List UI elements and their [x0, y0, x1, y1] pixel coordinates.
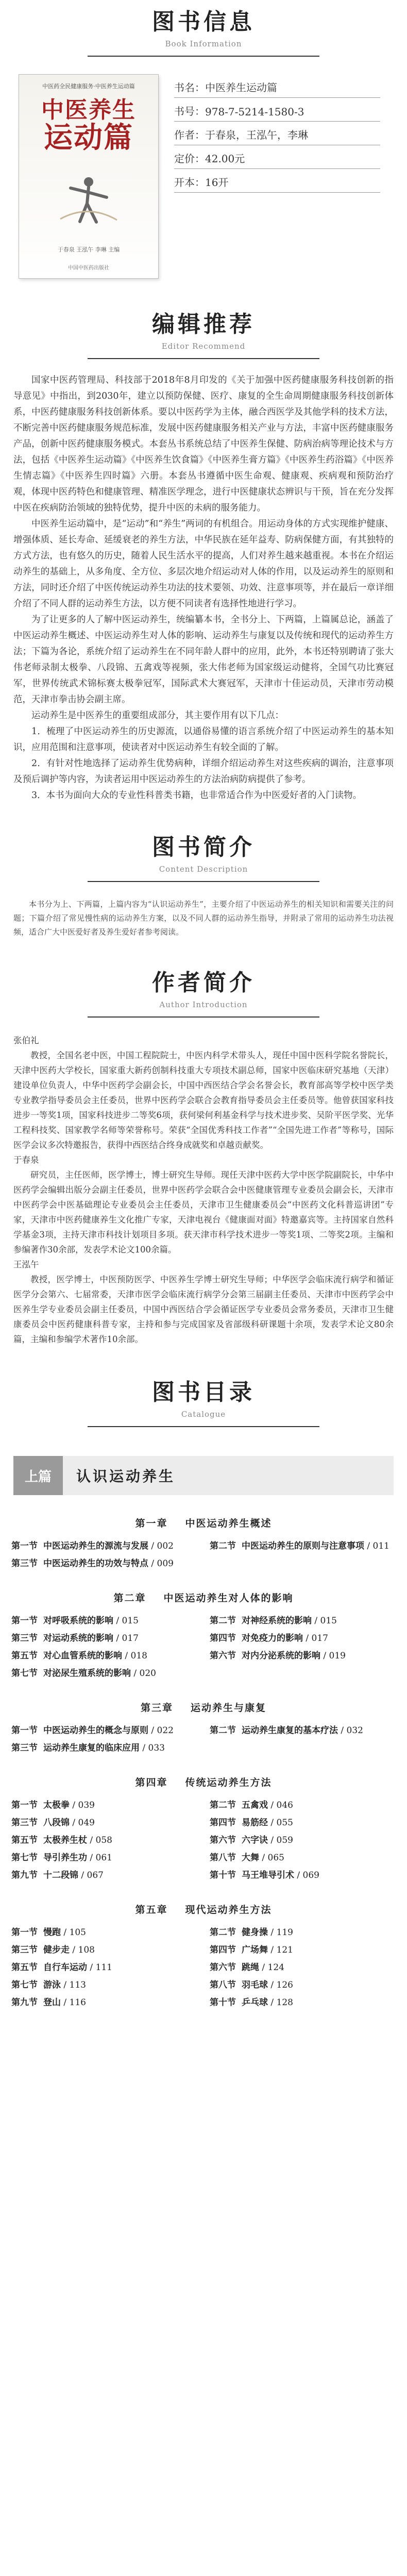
toc-separator: / — [148, 1541, 157, 1551]
toc-section-number: 第九节 — [11, 1997, 38, 2008]
cover-title-line1: 中医养生 — [41, 97, 136, 123]
toc-entry[interactable] — [11, 1834, 197, 1846]
toc-entry[interactable] — [11, 1852, 197, 1864]
toc-page-number: 055 — [276, 1818, 293, 1828]
cover-authors: 于春泉 王泓午 李琳 主编 — [57, 246, 120, 253]
toc-separator: / — [268, 1818, 277, 1828]
toc-separator: / — [320, 1651, 329, 1661]
toc-section-title — [43, 1869, 197, 1882]
toc-section-name: 广场舞 — [242, 1945, 268, 1955]
paragraph: 3．本书为面向大众的专业性科普类书籍，也非常适合作为中医爱好者的入门读物。 — [31, 790, 362, 801]
toc-entry[interactable] — [11, 1650, 197, 1662]
toc-section-number: 第十节 — [210, 1870, 236, 1880]
toc-separator: / — [61, 1980, 70, 1990]
toc-section-number: 第二节 — [210, 1800, 236, 1810]
authors-title: 作者简介 — [152, 970, 255, 996]
toc-section-title — [242, 1979, 396, 1991]
toc-section-title — [43, 1632, 197, 1645]
toc-section-title — [43, 1742, 197, 1754]
toc-page-number: 059 — [276, 1835, 293, 1845]
toc-section-number: 第三节 — [11, 1558, 38, 1569]
toc-page-number: 113 — [69, 1980, 86, 1990]
spec-value: 于春泉，王泓午，李琳 — [205, 129, 308, 141]
toc-separator: / — [364, 1541, 373, 1551]
toc-section-number: 第二节 — [210, 1927, 236, 1938]
toc-entry[interactable] — [11, 1540, 197, 1552]
toc-page-number: 126 — [276, 1980, 293, 1990]
toc-separator: / — [87, 1853, 96, 1863]
toc-separator: / — [268, 1945, 277, 1955]
book-info-title-en: Book Information — [165, 39, 242, 48]
toc-section-name: 登山 — [43, 1997, 61, 2008]
toc-entry[interactable] — [11, 1869, 197, 1882]
author-list — [13, 1033, 394, 1347]
chapter-number: 第三章 — [140, 1702, 173, 1714]
catalogue-title: 图书目录 — [152, 1379, 255, 1405]
intro-summary: 本书分为上、下两篇，上篇内容为“认识运动养生”，主要介绍了中医运动养生的相关知识和需要关注的问题；下篇介绍了常见慢性病的运动养生方案，以及不同人群的运动养生指导，并附录了常用的运动养生功法视频，适合广大中医爱好者及养生爱好者参考阅读。 — [13, 900, 394, 937]
toc-entry[interactable] — [11, 1632, 197, 1645]
cover-publisher: 中国中医药出版社 — [68, 265, 109, 271]
toc-section-number: 第五节 — [11, 1835, 38, 1845]
toc-section-title — [242, 1799, 396, 1811]
toc-page-number: 105 — [69, 1927, 86, 1938]
author-name: 王泓午 — [13, 1260, 39, 1269]
toc-page-number: 009 — [157, 1558, 174, 1569]
toc-entry[interactable] — [11, 1724, 197, 1737]
toc-entry[interactable] — [210, 1799, 396, 1811]
toc-page-number: 119 — [276, 1927, 293, 1938]
toc-section-number: 第七节 — [11, 1980, 38, 1990]
chapter-heading — [0, 1516, 407, 1530]
toc-section-title — [242, 1632, 396, 1645]
recommend-text — [13, 372, 394, 804]
toc-section-title — [43, 1817, 197, 1829]
toc-separator: / — [70, 1945, 78, 1955]
chapter-number: 第二章 — [113, 1592, 146, 1604]
paragraph: 为了让更多的人了解中医运动养生，统编纂本书，全书分上、下两篇，上篇属总论，涵盖了中医运动养生概述、中医运动养生对人体的影响、运动养生与康复以及传统和现代的运动养生方法；下篇为各论，系统介绍了运动养生在不同年龄人群中的应用，此外，本书还特别聘请了张大伟老师录制太极拳、八段锦、五禽戏等视频，张大伟老师为国家级运动健将，全国气功比赛冠军，世界传统武术锦标赛太极拳冠军，国际武术大赛冠军，天津市十佳运动员，天津市劳动模范，天津市拳击协会副主席。 — [13, 615, 394, 705]
paragraph: 国家中医药管理局、科技部于2018年8月印发的《关于加强中医药健康服务科技创新的指导意见》中指出，到2030年，建立以预防保健、医疗、康复的全生命周期健康服务科技创新体系，中医药健康服务科技创新体系。要以中医药学为主体，融合西医学及其他学科的技术方法，不断完善中医药健康服务规范标准，发展中医药健康服务相关产业与方法，丰富中医药健康服务产品，创新中医药健康服务模式。本套丛书系统总结了中医养生保健、防病治病等理论技术与方法，包括《中医养生运动篇》《中医养生饮食篇》《中医养生膏方篇》《中医养生药浴篇》《中医养生情志篇》《中医养生四时篇》六册。本套丛书遵循中医生命观、健康观、疾病观和预防治疗观，体现中医药特色和健康管理、精准医学理念，进行中医健康状态辨识与干预，旨在充分发挥中医在疾病防治领域的独特优势，提升中医的未病的服务能力。 — [13, 375, 394, 513]
divider — [88, 1016, 319, 1018]
chapter-number: 第四章 — [135, 1777, 168, 1788]
spec-value: 中医养生运动篇 — [205, 81, 277, 94]
spec-key: 开本： — [174, 176, 205, 189]
toc-entry[interactable] — [210, 1632, 396, 1645]
toc-separator: / — [70, 1800, 78, 1810]
toc-section-name: 对呼吸系统的影响 — [43, 1616, 113, 1626]
toc-grid — [11, 1615, 396, 1680]
spec-key: 书号： — [174, 105, 205, 117]
spec-row — [174, 145, 380, 169]
intro-heading — [0, 828, 407, 882]
spec-value: 42.00元 — [205, 152, 245, 165]
spec-row — [174, 169, 380, 193]
toc-section-number: 第三节 — [11, 1818, 38, 1828]
cover-title — [19, 96, 158, 155]
toc-section-number: 第十节 — [210, 1997, 236, 2008]
chapter-heading — [0, 1902, 407, 1916]
chapter-number: 第五章 — [135, 1904, 168, 1916]
toc-separator: / — [294, 1870, 303, 1880]
toc-section-number: 第九节 — [11, 1870, 38, 1880]
toc-entry[interactable] — [11, 1996, 197, 2009]
toc-section-name: 游泳 — [43, 1980, 61, 1990]
toc-page-number: 039 — [78, 1800, 95, 1810]
toc-section-name: 对泌尿生殖系统的影响 — [43, 1668, 131, 1679]
toc-separator: / — [87, 1835, 96, 1845]
toc-section-number: 第一节 — [11, 1541, 38, 1551]
author-name: 于春泉 — [13, 1155, 39, 1165]
toc-entry[interactable] — [11, 1557, 197, 1570]
book-info-title: 图书信息 — [152, 9, 255, 35]
toc-page-number: 046 — [276, 1800, 293, 1810]
toc-page-number: 017 — [311, 1633, 328, 1643]
toc-section-name: 太极养生杖 — [43, 1835, 87, 1845]
toc-page-number: 033 — [148, 1743, 165, 1753]
toc-entry[interactable] — [210, 1615, 396, 1627]
divider — [88, 1426, 319, 1427]
toc-separator: / — [87, 1962, 96, 1973]
toc-page-number: 108 — [78, 1945, 95, 1955]
chapter-title: 运动养生与康复 — [191, 1702, 267, 1714]
spec-row — [174, 74, 380, 98]
toc-section-number: 第一节 — [11, 1927, 38, 1938]
toc-page-number: 015 — [122, 1616, 139, 1626]
divider — [88, 358, 319, 359]
toc-grid — [11, 1724, 396, 1754]
toc-section-title — [242, 1817, 396, 1829]
toc-section-name: 对运动系统的影响 — [43, 1633, 113, 1643]
toc-section-title — [242, 1926, 396, 1939]
chapter-heading — [0, 1700, 407, 1714]
spec-value: 978-7-5214-1580-3 — [205, 106, 304, 118]
toc-page-number: 121 — [276, 1945, 293, 1955]
toc-section-name: 健步走 — [43, 1945, 70, 1955]
toc-section-name: 对神经系统的影响 — [242, 1616, 312, 1626]
toc-separator: / — [61, 1927, 70, 1938]
toc-entry[interactable] — [210, 1724, 396, 1737]
toc-section-name: 五禽戏 — [242, 1800, 268, 1810]
toc-section-number: 第六节 — [210, 1962, 236, 1973]
toc-entry[interactable] — [210, 1926, 396, 1939]
toc-section-name: 十二段锦 — [43, 1870, 78, 1880]
toc-page-number: 018 — [130, 1651, 147, 1661]
toc-entry[interactable] — [11, 1742, 197, 1754]
toc-page-number: 124 — [267, 1962, 284, 1973]
toc-page-number: 116 — [69, 1997, 86, 2008]
divider — [88, 56, 319, 57]
author-name: 张伯礼 — [13, 1036, 39, 1045]
toc-separator: / — [148, 1725, 157, 1736]
toc-section-title — [43, 1540, 197, 1552]
toc-entry[interactable] — [11, 1615, 197, 1627]
toc-page-number: 058 — [95, 1835, 112, 1845]
toc-page-number: 019 — [329, 1651, 346, 1661]
paragraph: 1．梳理了中医运动养生的历史源流，以通俗易懂的语言系统介绍了中医运动养生的基本知识，应用范围和注意事项，使读者对中医运动养生有较全面的了解。 — [13, 726, 394, 753]
spec-key: 书名： — [174, 81, 205, 94]
paragraph: 2．有针对性地选择了运动养生优势病种，详细介绍运动养生对这些疾病的调治，注意事项及预后调护等内容，为读者运用中医运动养生的方法治病防病提供了参考。 — [13, 758, 394, 785]
toc-entry[interactable] — [210, 1852, 396, 1864]
toc-separator: / — [70, 1818, 78, 1828]
toc-entry[interactable] — [210, 1869, 396, 1882]
book-info-heading — [0, 3, 407, 57]
spec-key: 作者： — [174, 129, 205, 141]
book-cover — [19, 74, 159, 279]
toc-entry[interactable] — [11, 1667, 197, 1680]
intro-title: 图书简介 — [152, 834, 255, 860]
toc-section-number: 第三节 — [11, 1945, 38, 1955]
catalogue-title-en: Catalogue — [181, 1410, 226, 1419]
toc-separator: / — [268, 1927, 277, 1938]
toc-entry[interactable] — [11, 1944, 197, 1956]
toc-section-title — [242, 1961, 396, 1974]
toc-entry[interactable] — [210, 1961, 396, 1974]
toc-section-title — [43, 1961, 197, 1974]
toc-section-name: 中医运动养生的概念与原则 — [43, 1725, 148, 1736]
toc-section-title — [242, 1852, 396, 1864]
toc-section-title — [43, 1557, 197, 1570]
toc-entry[interactable] — [11, 1961, 197, 1974]
tai-chi-figure-icon — [55, 173, 122, 229]
toc-section-number: 第四节 — [210, 1633, 236, 1643]
toc-separator: / — [122, 1651, 131, 1661]
toc-section-number: 第三节 — [11, 1743, 38, 1753]
toc-section-number: 第一节 — [11, 1800, 38, 1810]
toc-section-name: 易筋经 — [242, 1818, 268, 1828]
toc-grid — [11, 1799, 396, 1882]
toc-section-name: 六字诀 — [242, 1835, 268, 1845]
toc-section-name: 中医运动养生的源流与发展 — [43, 1541, 148, 1551]
recommend-title: 编辑推荐 — [152, 311, 255, 337]
spec-row — [174, 122, 380, 145]
toc-section-number: 第一节 — [11, 1616, 38, 1626]
toc-section-number: 第四节 — [210, 1818, 236, 1828]
part-badge: 上篇 — [13, 1456, 63, 1495]
toc-separator: / — [268, 1997, 277, 2008]
toc-section-title — [242, 1724, 396, 1737]
author-bio: 教授，医学博士，中医预防医学、中医养生学博士研究生导师；中华医学会临床流行病学和循证医学分会第六、七届常委，天津市医学会临床流行病学分会第三届副主任委员、天津市中医药学会中医养生学专业委员会副主任委员，中国中西医结合学会循证医学专业委员会常务委员，天津市卫生健康委员会中医药健康科普专家，主持和参与完成国家及省部级科研课题十余项，发表学术论文80余篇，主编和参编学术著作10余部。 — [13, 1275, 394, 1344]
chapter-heading — [0, 1775, 407, 1789]
toc-section-number: 第二节 — [210, 1616, 236, 1626]
toc-entry[interactable] — [11, 1979, 197, 1991]
toc-separator: / — [148, 1558, 157, 1569]
toc-separator: / — [303, 1633, 312, 1643]
chapter-number: 第一章 — [135, 1518, 168, 1529]
toc-section-title — [242, 1996, 396, 2009]
toc-page-number: 022 — [157, 1725, 174, 1736]
toc-page-number: 049 — [78, 1818, 95, 1828]
toc-section-name: 马王堆导引术 — [242, 1870, 294, 1880]
toc-entry[interactable] — [11, 1817, 197, 1829]
toc-section-number: 第二节 — [210, 1541, 236, 1551]
toc-section-name: 太极拳 — [43, 1800, 70, 1810]
intro-title-en: Content Description — [159, 865, 248, 874]
toc-entry[interactable] — [210, 1540, 396, 1552]
toc-section-number: 第七节 — [11, 1668, 38, 1679]
toc-entry[interactable] — [11, 1799, 197, 1811]
toc-section-title — [43, 1979, 197, 1991]
toc-section-title — [43, 1650, 197, 1662]
toc-page-number: 015 — [320, 1616, 337, 1626]
toc-separator: / — [113, 1616, 122, 1626]
toc-page-number: 065 — [267, 1853, 284, 1863]
toc-section-number: 第七节 — [11, 1853, 38, 1863]
toc-section-title — [43, 1667, 197, 1680]
paragraph: 中医养生运动篇中，是“运动”和“养生”两词的有机组合。用运动身体的方式实现维护健康、增强体质、延长寿命、延缓衰老的养生方法，中华民族在延年益寿、防病保健方面，有其独特的方式方法，也有悠久的历史，随着人民生活水平的提高，人们对养生越来越重视。本书在介绍运动养生的基础上，从多角度、全方位、多层次地介绍运动对人体的作用，以及运动养生的原则和方法，同时还介绍了中医传统运动养生功法的技术要领、功效、注意事项等，并在最后一章详细介绍了不同人群的运动养生方法，以方便不同读者有选择性地进行学习。 — [13, 519, 394, 609]
toc-section-number: 第二节 — [210, 1725, 236, 1736]
toc-section-number: 第三节 — [11, 1633, 38, 1643]
authors-heading — [0, 964, 407, 1018]
toc-separator: / — [268, 1835, 277, 1845]
toc-section-number: 第八节 — [210, 1980, 236, 1990]
authors-title-en: Author Introduction — [159, 1000, 248, 1009]
toc-page-number: 002 — [157, 1541, 174, 1551]
toc-separator: / — [131, 1668, 140, 1679]
chapter-heading — [0, 1590, 407, 1604]
toc-section-name: 运动养生康复的基本疗法 — [242, 1725, 338, 1736]
chapter-title: 现代运动养生方法 — [185, 1904, 272, 1916]
toc-section-title — [43, 1944, 197, 1956]
toc-separator: / — [268, 1800, 277, 1810]
toc-section-number: 第五节 — [11, 1962, 38, 1973]
toc-section-title — [242, 1540, 396, 1552]
chapter-title: 中医运动养生概述 — [185, 1518, 272, 1529]
cover-title-line2: 运动篇 — [44, 121, 133, 155]
toc-section-title — [242, 1834, 396, 1846]
toc-separator: / — [338, 1725, 347, 1736]
toc-section-name: 乒乓球 — [242, 1997, 268, 2008]
toc-section-title — [43, 1834, 197, 1846]
toc-section-name: 对内分泌系统的影响 — [242, 1651, 320, 1661]
toc-section-name: 对免疫力的影响 — [242, 1633, 303, 1643]
toc-separator: / — [61, 1997, 70, 2008]
toc-separator: / — [140, 1743, 148, 1753]
toc-section-title — [43, 1852, 197, 1864]
toc-grid — [11, 1540, 396, 1570]
toc-page-number: 020 — [139, 1668, 156, 1679]
toc-page-number: 017 — [122, 1633, 139, 1643]
recommend-title-en: Editor Recommend — [161, 342, 246, 351]
toc-page-number: 061 — [95, 1853, 112, 1863]
toc-section-title — [242, 1650, 396, 1662]
toc-section-number: 第一节 — [11, 1725, 38, 1736]
chapter-list — [0, 1516, 407, 2009]
toc-page-number: 011 — [372, 1541, 389, 1551]
divider — [88, 881, 319, 882]
toc-section-name: 慢跑 — [43, 1927, 61, 1938]
toc-section-name: 运动养生康复的临床应用 — [43, 1743, 140, 1753]
spec-value: 16开 — [205, 176, 229, 189]
toc-entry[interactable] — [11, 1926, 197, 1939]
toc-section-number: 第六节 — [210, 1835, 236, 1845]
recommend-heading — [0, 306, 407, 359]
toc-separator: / — [113, 1633, 122, 1643]
toc-section-title — [43, 1724, 197, 1737]
toc-grid — [11, 1926, 396, 2009]
toc-entry[interactable] — [210, 1834, 396, 1846]
toc-section-name: 自行车运动 — [43, 1962, 87, 1973]
toc-section-title — [43, 1996, 197, 2009]
book-specs — [174, 74, 380, 279]
paragraph: 运动养生是中医养生的重要组成部分，其主要作用有以下几点： — [31, 710, 284, 721]
page — [0, 3, 407, 2576]
toc-section-title — [242, 1615, 396, 1627]
cover-series: 中医药全民健康服务·中医养生运动篇 — [42, 83, 135, 90]
toc-section-name: 中医运动养生的原则与注意事项 — [242, 1541, 364, 1551]
spec-key: 定价： — [174, 152, 205, 165]
toc-section-title — [43, 1926, 197, 1939]
chapter-title: 中医运动养生对人体的影响 — [163, 1592, 294, 1604]
spec-row — [174, 98, 380, 122]
toc-entry[interactable] — [210, 1817, 396, 1829]
toc-section-number: 第八节 — [210, 1853, 236, 1863]
toc-section-title — [43, 1615, 197, 1627]
toc-section-title — [43, 1799, 197, 1811]
author-bio: 研究员，主任医师，医学博士，博士研究生导师。现任天津中医药大学中医学院副院长，中华中医药学会编辑出版分会副主任委员，世界中医药学会联合会中医健康管理专业委员会副会长，天津市中医药学会中医基础理论专业委员会主任委员，天津市卫生健康委员会“中医药文化科普巡讲团”专家，天津市中医药健康养生文化推广专家，天津电视台《健康面对面》特邀嘉宾等。主持国家自然科学基金3项，主持天津市科技计划项目多项。获天津市科学技术进步一等奖1项、二等奖2项。主编和参编著作30余部，发表学术论文100余篇。 — [13, 1170, 394, 1255]
toc-section-title — [242, 1869, 396, 1882]
toc-section-name: 大舞 — [242, 1853, 259, 1863]
toc-separator: / — [78, 1870, 87, 1880]
toc-page-number: 111 — [95, 1962, 112, 1973]
toc-section-name: 中医运动养生的功效与特点 — [43, 1558, 148, 1569]
toc-section-number: 第五节 — [11, 1651, 38, 1661]
toc-page-number: 032 — [346, 1725, 363, 1736]
author-bio: 教授，全国名老中医，中国工程院院士，中医内科学术带头人，现任中国中医科学院名誉院长，天津中医药大学校长，国家重大新药创制科技重大专项技术副总师，国家中医临床研究基地（天津）建设单位负责人，中华中医药学会副会长，中国中西医结合学会名誉会长，教育部高等学校中医学类专业教学指导委员会主任委员，世界中医药学会联合会教育指导委员会主任委员等。他曾获国家科技进步一等奖1项，国家科技进步二等奖6项，获何梁何利基金科学与技术进步奖、吴阶平医学奖、光华工程科技奖、国家教学名师等荣誉称号。荣获“全国优秀科技工作者”“全国先进工作者”等称号，国际医学会议多次特邀报告，获得中西医结合终身成就奖和卓越贡献奖。 — [13, 1050, 394, 1150]
part-title: 认识运动养生 — [76, 1468, 176, 1485]
toc-entry[interactable] — [210, 1944, 396, 1956]
toc-page-number: 069 — [302, 1870, 319, 1880]
toc-section-name: 八段锦 — [43, 1818, 70, 1828]
toc-section-name: 羽毛球 — [242, 1980, 268, 1990]
toc-section-number: 第六节 — [210, 1651, 236, 1661]
toc-section-title — [242, 1944, 396, 1956]
toc-section-name: 导引养生功 — [43, 1853, 87, 1863]
toc-page-number: 067 — [87, 1870, 104, 1880]
part-banner — [13, 1456, 394, 1495]
catalogue-heading — [0, 1374, 407, 1427]
toc-separator: / — [259, 1853, 268, 1863]
toc-entry[interactable] — [210, 1650, 396, 1662]
book-info — [19, 74, 407, 279]
toc-section-name: 对心血管系统的影响 — [43, 1651, 122, 1661]
toc-page-number: 128 — [276, 1997, 293, 2008]
toc-section-name: 健身操 — [242, 1927, 268, 1938]
toc-separator: / — [312, 1616, 320, 1626]
toc-section-name: 跳绳 — [242, 1962, 259, 1973]
toc-separator: / — [268, 1980, 277, 1990]
toc-section-number: 第四节 — [210, 1945, 236, 1955]
toc-separator: / — [259, 1962, 268, 1973]
chapter-title: 传统运动养生方法 — [185, 1777, 272, 1788]
toc-entry[interactable] — [210, 1979, 396, 1991]
toc-entry[interactable] — [210, 1996, 396, 2009]
